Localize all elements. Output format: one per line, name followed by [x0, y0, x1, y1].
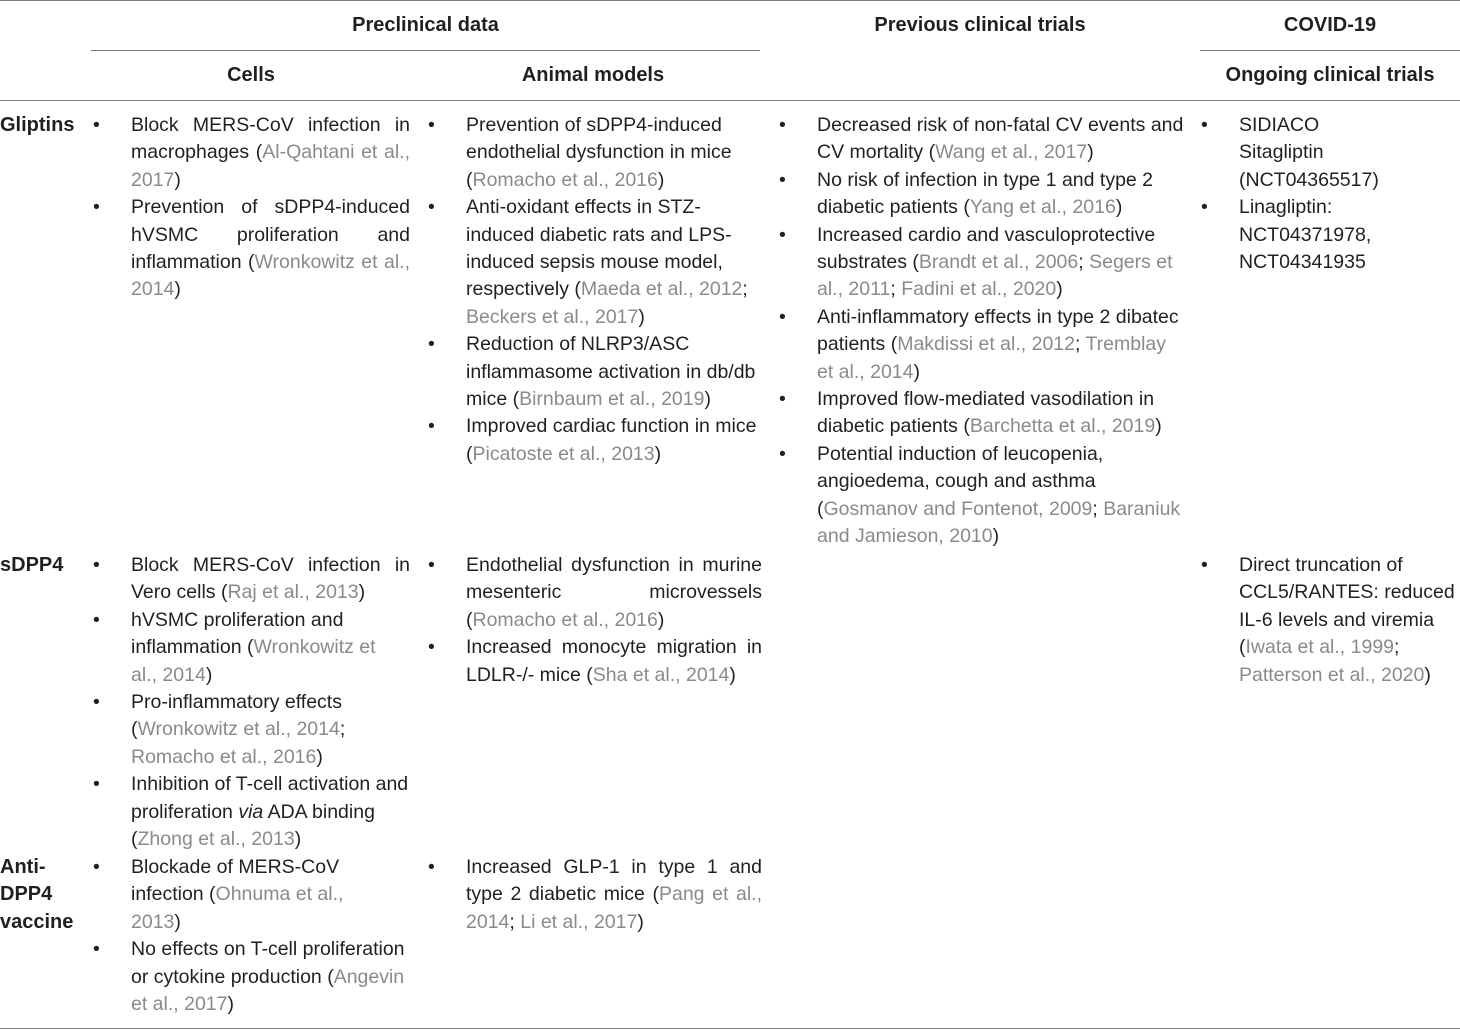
list-item: • Decreased risk of non-fatal CV events and CV mortality (Wang et al., 2017)	[817, 112, 1185, 167]
citation-link[interactable]: Romacho et al., 2016	[472, 168, 658, 191]
list-item: • Block MERS-CoV infection in macrophages (Al-Qahtani et al., 2017)	[131, 112, 410, 194]
row-label-sdpp4: sDPP4	[0, 554, 64, 576]
gliptins-cells-list	[131, 112, 410, 304]
citation-link[interactable]: Segers et al., 2011	[817, 251, 1173, 301]
list-item: • Improved cardiac function in mice (Picatoste et al., 2013)	[466, 413, 762, 468]
covid-underline	[1200, 50, 1460, 51]
header-covid: COVID-19	[1283, 14, 1377, 36]
header-cells: Cells	[227, 64, 275, 86]
citation-link[interactable]: Angevin et al., 2017	[131, 965, 405, 1016]
sdpp4-covid-list	[1239, 552, 1460, 689]
citation-link[interactable]: Ohnuma et al., 2013	[131, 883, 344, 933]
list-item: • Improved flow-mediated vasodilation in diabetic patients (Barchetta et al., 2019)	[817, 386, 1185, 441]
bottom-rule	[0, 1028, 1460, 1029]
citation-link[interactable]: Zhong et al., 2013	[137, 828, 295, 851]
list-item: • Block MERS-CoV infection in Vero cells (Raj et al., 2013)	[131, 552, 410, 607]
vaccine-cells-list	[131, 854, 410, 1018]
list-item: • Endothelial dysfunction in murine mesenteric microvessels (Romacho et al., 2016)	[466, 552, 762, 634]
sdpp4-cells-list	[131, 552, 410, 853]
list-item: • Direct truncation of CCL5/RANTES: reduced IL-6 levels and viremia (Iwata et al., 1999; Patterson et al., 2020)	[1239, 552, 1460, 689]
list-item: • Anti-oxidant effects in STZ-induced diabetic rats and LPS-induced sepsis mouse model, respectively (Maeda et al., 2012; Beckers et al., 2017)	[466, 194, 762, 331]
citation-link[interactable]: Tremblay et al., 2014	[817, 333, 1167, 383]
preclinical-underline	[91, 50, 760, 51]
list-item: • Pro-inflammatory effects (Wronkowitz et al., 2014; Romacho et al., 2016)	[131, 689, 410, 771]
gliptins-trials-list	[817, 112, 1185, 551]
citation-link[interactable]: Makdissi et al., 2012	[897, 333, 1075, 356]
citation-link[interactable]: Sha et al., 2014	[592, 663, 730, 686]
header-bottom-rule	[0, 100, 1460, 101]
list-item: • hVSMC proliferation and inflammation (Wronkowitz et al., 2014)	[131, 607, 381, 689]
citation-link[interactable]: Al-Qahtani et al., 2017	[131, 141, 410, 191]
list-item: • Increased cardio and vasculoprotective substrates (Brandt et al., 2006; Segers et al., 2011; Fadini et al., 2020)	[817, 222, 1185, 304]
citation-link[interactable]: Maeda et al., 2012	[580, 278, 743, 301]
sdpp4-animal-list	[466, 552, 762, 689]
top-rule	[0, 0, 1460, 1]
citation-link[interactable]: Yang et al., 2016	[969, 196, 1116, 219]
list-item: • Prevention of sDPP4-induced endothelial dysfunction in mice (Romacho et al., 2016)	[466, 112, 762, 194]
list-item: • Blockade of MERS-CoV infection (Ohnuma et al., 2013)	[131, 854, 396, 936]
citation-link[interactable]: Patterson et al., 2020	[1239, 663, 1425, 686]
citation-link[interactable]: Fadini et al., 2020	[901, 278, 1057, 301]
citation-link[interactable]: Wang et al., 2017	[935, 141, 1088, 164]
citation-link[interactable]: Picatoste et al., 2013	[472, 442, 655, 465]
list-item: • Increased monocyte migration in LDLR-/- mice (Sha et al., 2014)	[466, 634, 762, 689]
list-item: • No effects on T-cell proliferation or cytokine production (Angevin et al., 2017)	[131, 936, 410, 1018]
list-item: • Prevention of sDPP4-induced hVSMC proliferation and inflammation (Wronkowitz et al., 2014)	[131, 194, 410, 304]
header-preclinical: Preclinical data	[352, 14, 499, 36]
list-item: • SIDIACO Sitagliptin (NCT04365517)	[1239, 112, 1397, 194]
citation-link[interactable]: Romacho et al., 2016	[472, 608, 658, 631]
header-previous-trials: Previous clinical trials	[874, 14, 1086, 36]
citation-link[interactable]: Wronkowitz et al., 2014	[131, 251, 410, 301]
citation-link[interactable]: Birnbaum et al., 2019	[519, 388, 705, 411]
citation-link[interactable]: Li et al., 2017	[520, 910, 638, 933]
citation-link[interactable]: Baraniuk and Jamieson, 2010	[817, 497, 1181, 548]
header-animal-models: Animal models	[521, 64, 665, 86]
gliptins-covid-list	[1239, 112, 1397, 276]
gliptins-animal-list	[466, 112, 762, 468]
citation-link[interactable]: Barchetta et al., 2019	[969, 415, 1156, 438]
list-item: • Anti-inflammatory effects in type 2 dibatec patients (Makdissi et al., 2012; Tremblay et al., 2014)	[817, 304, 1185, 386]
list-item: • Potential induction of leucopenia, angioedema, cough and asthma (Gosmanov and Fontenot, 2009; Baraniuk and Jamieson, 2010)	[817, 441, 1185, 551]
list-item: • Reduction of NLRP3/ASC inflammasome activation in db/db mice (Birnbaum et al., 2019)	[466, 331, 762, 413]
list-item: • Increased GLP-1 in type 1 and type 2 diabetic mice (Pang et al., 2014; Li et al., 2017)	[466, 854, 762, 936]
citation-link[interactable]: Pang et al., 2014	[466, 883, 762, 933]
vaccine-animal-list	[466, 854, 762, 936]
citation-link[interactable]: Gosmanov and Fontenot, 2009	[823, 497, 1093, 520]
citation-link[interactable]: Wronkowitz et al., 2014	[137, 718, 340, 741]
list-item: • Linagliptin: NCT04371978, NCT04341935	[1239, 194, 1397, 276]
citation-link[interactable]: Raj et al., 2013	[227, 581, 359, 604]
list-item: • Inhibition of T-cell activation and proliferation via ADA binding (Zhong et al., 2013)	[131, 771, 410, 853]
citation-link[interactable]: Beckers et al., 2017	[466, 305, 639, 328]
row-label-gliptins: Gliptins	[0, 114, 75, 136]
citation-link[interactable]: Brandt et al., 2006	[918, 251, 1079, 274]
header-ongoing-trials: Ongoing clinical trials	[1225, 64, 1435, 86]
row-label-anti-dpp4-vaccine: Anti- DPP4 vaccine	[0, 856, 74, 933]
citation-link[interactable]: Iwata et al., 1999	[1245, 636, 1395, 659]
citation-link[interactable]: Romacho et al., 2016	[131, 745, 317, 768]
citation-link[interactable]: Wronkowitz et al., 2014	[131, 636, 376, 686]
list-item: • No risk of infection in type 1 and type 2 diabetic patients (Yang et al., 2016)	[817, 167, 1185, 222]
